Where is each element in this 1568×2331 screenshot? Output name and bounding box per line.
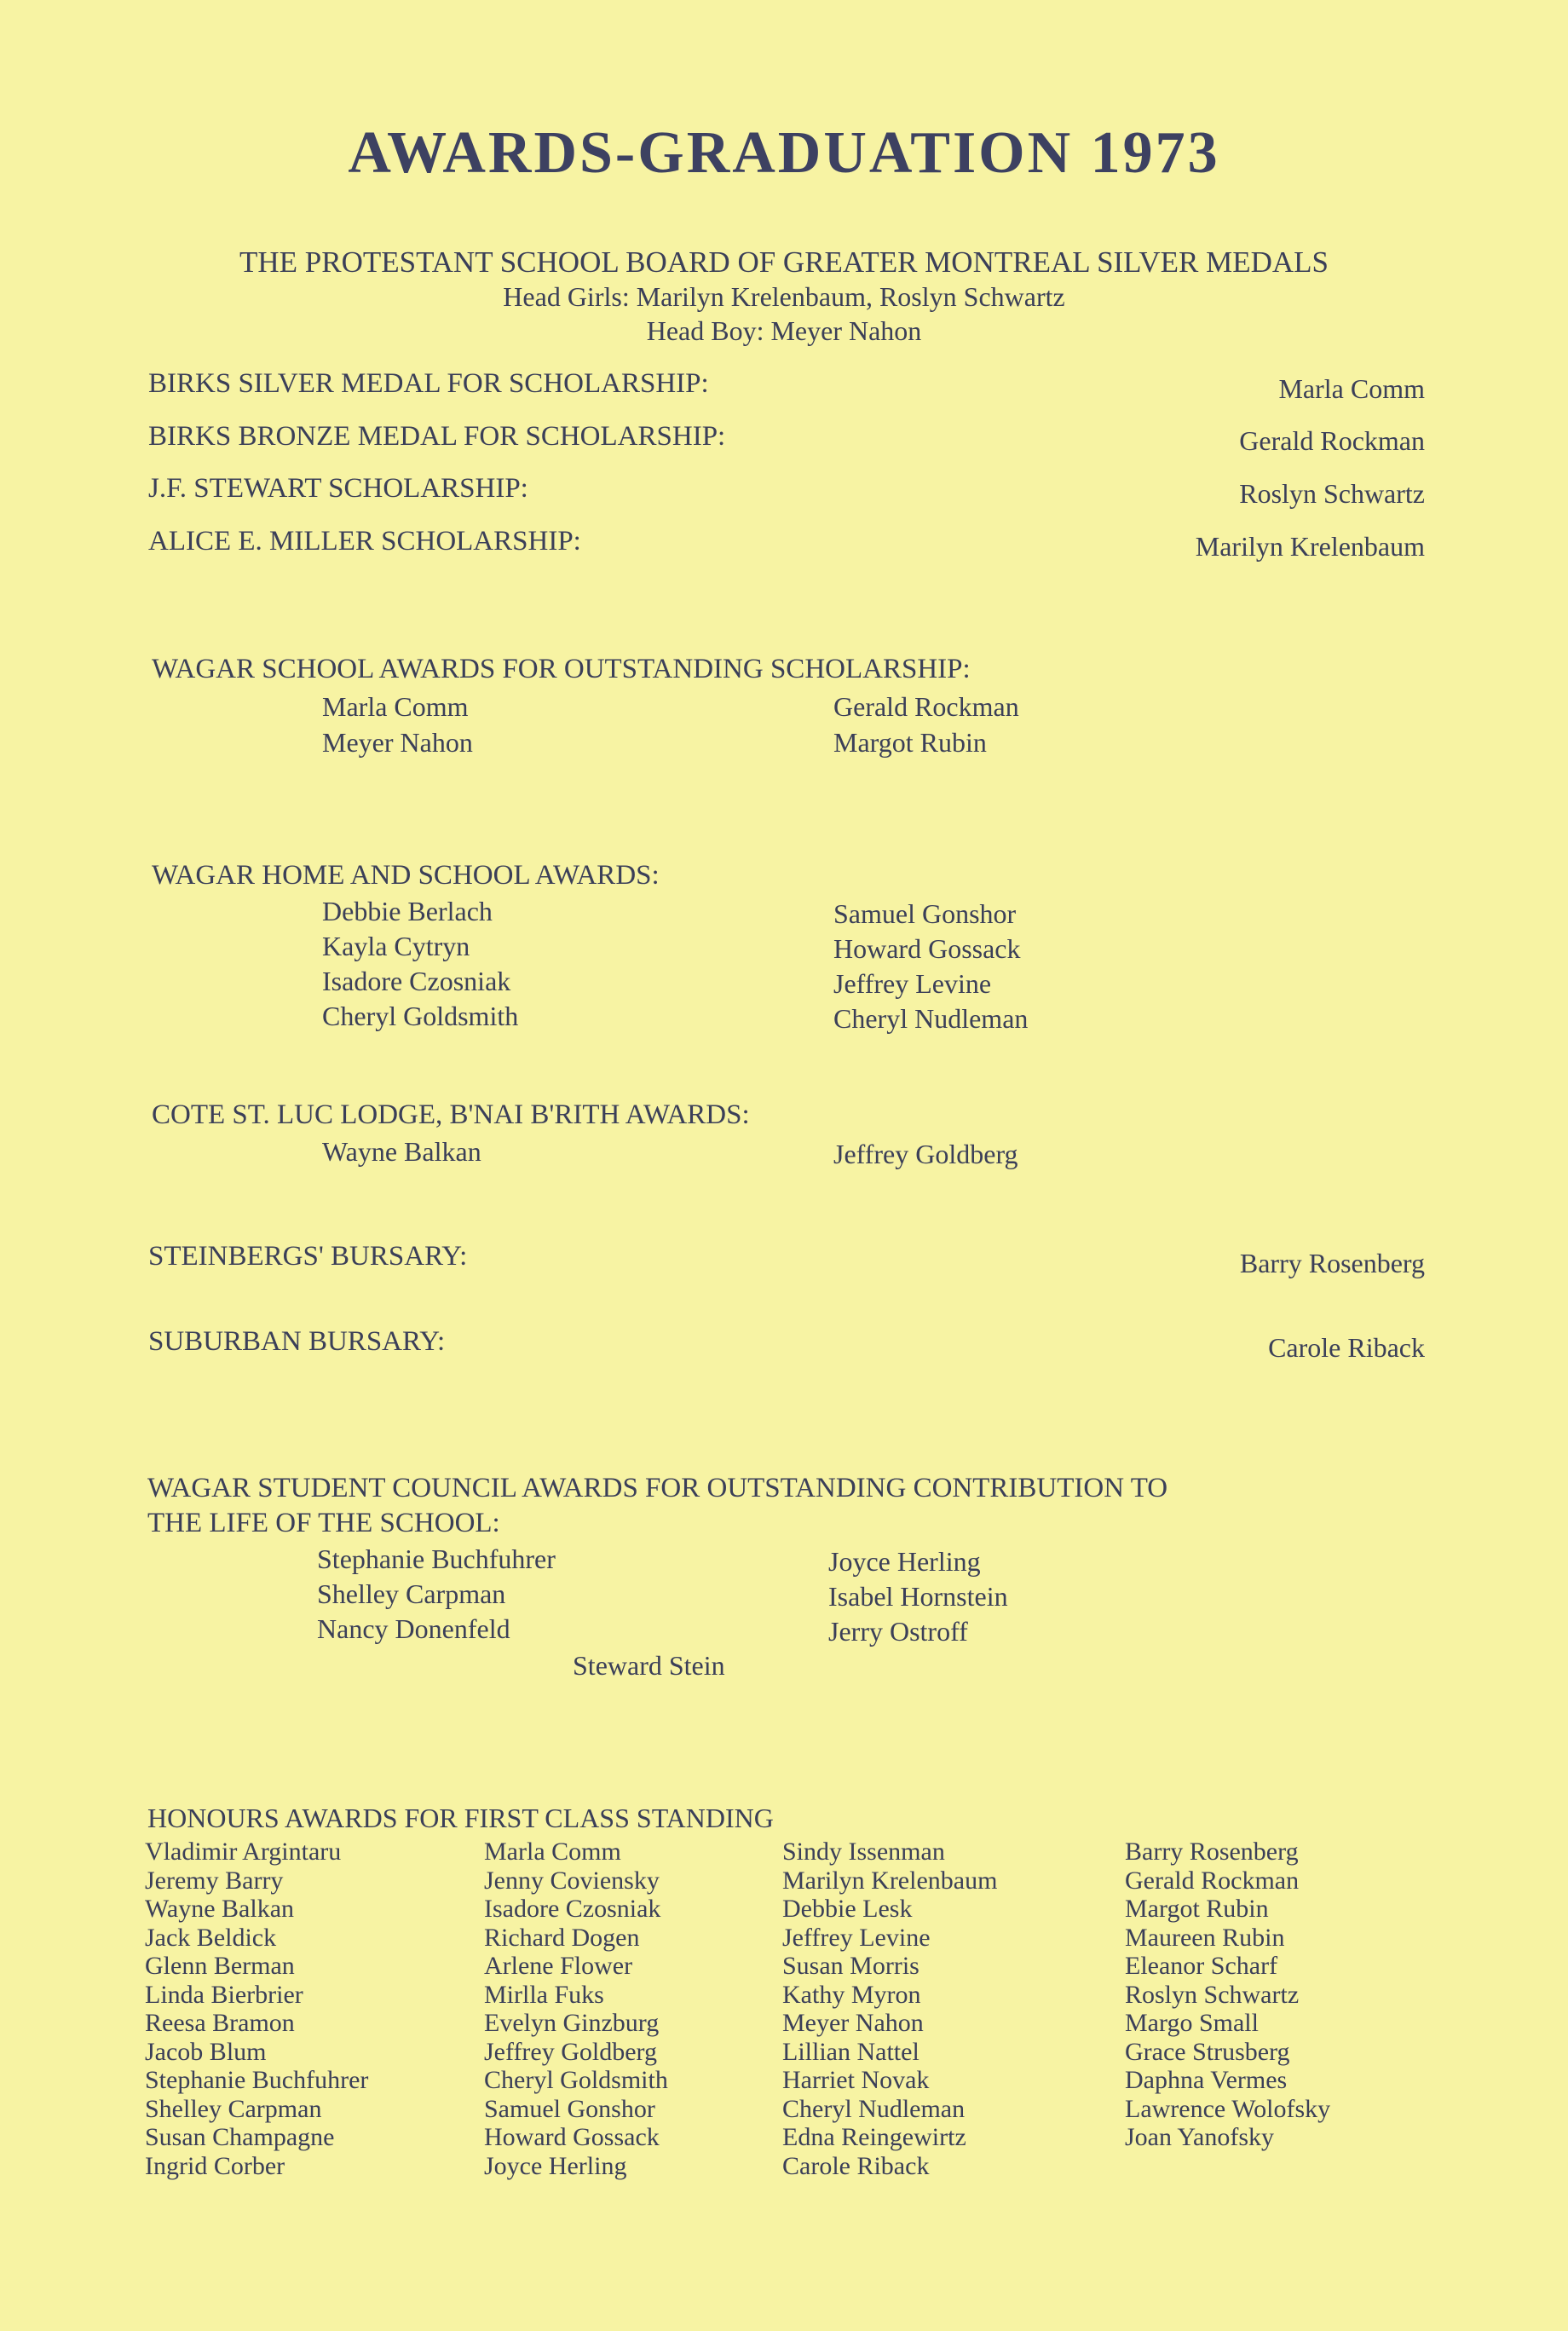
award-winner: Carole Riback bbox=[1268, 1332, 1425, 1363]
award-name: SUBURBAN BURSARY: bbox=[148, 1326, 446, 1357]
honours-name: Lillian Nattel bbox=[782, 2037, 919, 2066]
honours-name: Evelyn Ginzburg bbox=[484, 2009, 660, 2037]
honours-name: Lawrence Wolofsky bbox=[1125, 2094, 1331, 2123]
recipient-name: Steward Stein bbox=[573, 1650, 725, 1681]
honours-column bbox=[145, 1838, 368, 2180]
section-heading-outstanding-scholarship: WAGAR SCHOOL AWARDS FOR OUTSTANDING SCHOLARSHIP: bbox=[152, 654, 971, 684]
honours-column bbox=[782, 1838, 997, 2180]
honours-name: Maureen Rubin bbox=[1125, 1923, 1285, 1952]
honours-name: Jenny Coviensky bbox=[484, 1866, 660, 1895]
honours-name: Edna Reingewirtz bbox=[782, 2123, 966, 2151]
award-name: BIRKS SILVER MEDAL FOR SCHOLARSHIP: bbox=[148, 368, 709, 399]
honours-column bbox=[484, 1838, 668, 2180]
recipient-name: Cheryl Nudleman bbox=[833, 1003, 1029, 1034]
recipient-name: Debbie Berlach bbox=[322, 896, 493, 926]
honours-name: Vladimir Argintaru bbox=[145, 1838, 342, 1866]
honours-name: Richard Dogen bbox=[484, 1923, 640, 1952]
recipient-name: Isadore Czosniak bbox=[322, 966, 511, 996]
honours-name: Samuel Gonshor bbox=[484, 2094, 655, 2123]
honours-name: Jack Beldick bbox=[145, 1923, 277, 1952]
recipient-name: Stephanie Buchfuhrer bbox=[317, 1543, 556, 1574]
section-heading-student-council-line2: THE LIFE OF THE SCHOOL: bbox=[147, 1508, 500, 1538]
section-heading-honours: HONOURS AWARDS FOR FIRST CLASS STANDING bbox=[147, 1803, 774, 1833]
honours-name: Arlene Flower bbox=[484, 1952, 633, 1980]
honours-name: Susan Champagne bbox=[145, 2123, 335, 2151]
honours-name: Marilyn Krelenbaum bbox=[782, 1866, 998, 1895]
recipient-name: Margot Rubin bbox=[833, 727, 987, 758]
recipient-name: Nancy Donenfeld bbox=[317, 1613, 510, 1644]
honours-name: Jeremy Barry bbox=[145, 1866, 284, 1895]
recipient-name: Jeffrey Levine bbox=[833, 968, 992, 999]
honours-name: Susan Morris bbox=[782, 1952, 919, 1980]
medals-title: THE PROTESTANT SCHOOL BOARD OF GREATER MONTREAL SILVER MEDALS bbox=[239, 245, 1329, 279]
recipient-name: Marla Comm bbox=[322, 691, 469, 722]
honours-name: Stephanie Buchfuhrer bbox=[145, 2066, 369, 2094]
honours-name: Debbie Lesk bbox=[782, 1895, 913, 1923]
honours-name: Grace Strusberg bbox=[1125, 2037, 1290, 2066]
recipient-name: Jeffrey Goldberg bbox=[833, 1139, 1018, 1169]
honours-name: Joyce Herling bbox=[484, 2151, 627, 2180]
honours-name: Joan Yanofsky bbox=[1125, 2123, 1275, 2151]
head-girls: Head Girls: Marilyn Krelenbaum, Roslyn Schwartz bbox=[503, 281, 1065, 312]
honours-name: Margot Rubin bbox=[1125, 1895, 1269, 1923]
award-winner: Marilyn Krelenbaum bbox=[1195, 531, 1425, 562]
honours-name: Reesa Bramon bbox=[145, 2009, 295, 2037]
recipient-name: Samuel Gonshor bbox=[833, 898, 1017, 929]
recipient-name: Howard Gossack bbox=[833, 933, 1021, 964]
award-name: ALICE E. MILLER SCHOLARSHIP: bbox=[148, 526, 581, 557]
honours-name: Jacob Blum bbox=[145, 2037, 267, 2066]
recipient-name: Shelley Carpman bbox=[317, 1578, 506, 1609]
recipient-name: Joyce Herling bbox=[828, 1546, 981, 1577]
honours-name: Jeffrey Goldberg bbox=[484, 2037, 657, 2066]
recipient-name: Kayla Cytryn bbox=[322, 931, 470, 961]
honours-name: Shelley Carpman bbox=[145, 2094, 322, 2123]
honours-name: Marla Comm bbox=[484, 1838, 621, 1866]
honours-name: Sindy Issenman bbox=[782, 1838, 945, 1866]
honours-name: Isadore Czosniak bbox=[484, 1895, 661, 1923]
honours-name: Carole Riback bbox=[782, 2151, 930, 2180]
award-winner: Marla Comm bbox=[1278, 373, 1425, 404]
recipient-name: Wayne Balkan bbox=[322, 1136, 481, 1167]
honours-name: Glenn Berman bbox=[145, 1952, 295, 1980]
honours-name: Margo Small bbox=[1125, 2009, 1259, 2037]
award-winner: Roslyn Schwartz bbox=[1239, 478, 1425, 509]
honours-name: Mirlla Fuks bbox=[484, 1980, 604, 2009]
recipient-name: Jerry Ostroff bbox=[828, 1616, 968, 1647]
award-winner: Barry Rosenberg bbox=[1239, 1248, 1425, 1278]
section-heading-home-school: WAGAR HOME AND SCHOOL AWARDS: bbox=[152, 860, 660, 891]
recipient-name: Isabel Hornstein bbox=[828, 1581, 1008, 1612]
honours-column bbox=[1125, 1838, 1330, 2152]
section-heading-student-council: WAGAR STUDENT COUNCIL AWARDS FOR OUTSTANDING CONTRIBUTION TO bbox=[147, 1473, 1168, 1503]
honours-name: Roslyn Schwartz bbox=[1125, 1980, 1300, 2009]
award-name: STEINBERGS' BURSARY: bbox=[148, 1241, 468, 1272]
honours-name: Daphna Vermes bbox=[1125, 2066, 1288, 2094]
honours-name: Wayne Balkan bbox=[145, 1895, 295, 1923]
award-winner: Gerald Rockman bbox=[1239, 425, 1425, 456]
honours-name: Howard Gossack bbox=[484, 2123, 660, 2151]
honours-name: Barry Rosenberg bbox=[1125, 1838, 1299, 1866]
honours-name: Ingrid Corber bbox=[145, 2151, 285, 2180]
honours-name: Gerald Rockman bbox=[1125, 1866, 1300, 1895]
honours-name: Meyer Nahon bbox=[782, 2009, 924, 2037]
head-boy: Head Boy: Meyer Nahon bbox=[646, 315, 922, 346]
honours-name: Cheryl Goldsmith bbox=[484, 2066, 668, 2094]
honours-name: Kathy Myron bbox=[782, 1980, 921, 2009]
recipient-name: Cheryl Goldsmith bbox=[322, 1001, 519, 1031]
honours-name: Linda Bierbrier bbox=[145, 1980, 303, 2009]
honours-name: Cheryl Nudleman bbox=[782, 2094, 966, 2123]
honours-name: Jeffrey Levine bbox=[782, 1923, 931, 1952]
award-name: J.F. STEWART SCHOLARSHIP: bbox=[148, 473, 528, 504]
honours-name: Eleanor Scharf bbox=[1125, 1952, 1278, 1980]
page-title: AWARDS-GRADUATION 1973 bbox=[348, 120, 1220, 186]
recipient-name: Meyer Nahon bbox=[322, 727, 473, 758]
recipient-name: Gerald Rockman bbox=[833, 691, 1019, 722]
section-heading-bnai-brith: COTE ST. LUC LODGE, B'NAI B'RITH AWARDS: bbox=[152, 1099, 750, 1130]
honours-name: Harriet Novak bbox=[782, 2066, 930, 2094]
award-name: BIRKS BRONZE MEDAL FOR SCHOLARSHIP: bbox=[148, 421, 726, 452]
